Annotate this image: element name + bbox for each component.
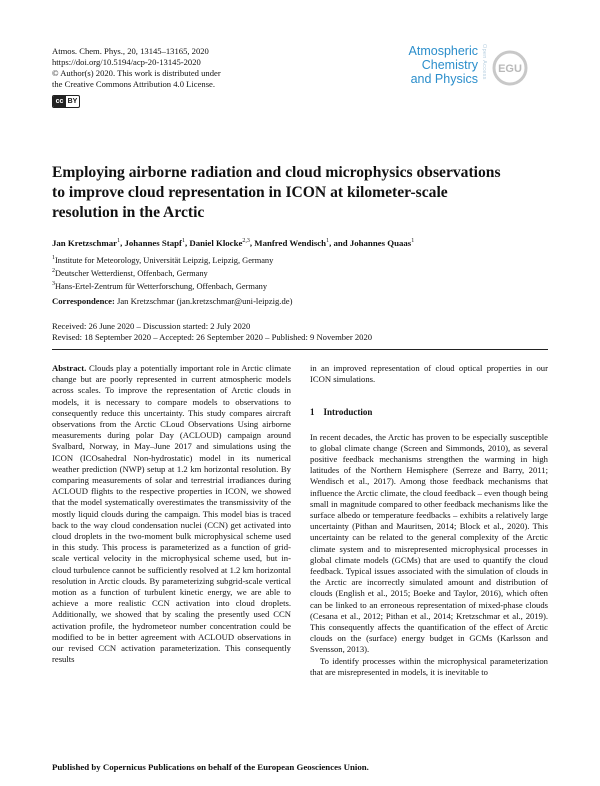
open-access-label: Open Access bbox=[481, 44, 487, 80]
author-separator: , bbox=[184, 238, 190, 248]
affiliations bbox=[52, 253, 273, 291]
right-column bbox=[310, 363, 548, 678]
author-list bbox=[52, 238, 414, 248]
author-separator: , bbox=[120, 238, 125, 248]
affiliation-text: Deutscher Wetterdienst, Offenbach, Germany bbox=[55, 268, 208, 278]
section-title: Introduction bbox=[323, 407, 373, 418]
intro-paragraph-1: In recent decades, the Arctic has proven to be especially susceptible to global climate change (Screen and Simmonds, 2010), as several positive feedback mechanisms strengthen the warming in high latitudes of the Northern Hemisphere (Serreze and Barry, 2011; Wendisch et al., 2017). Among those feedback mechanisms that influence the Arctic climate, the cloud feedback – even though being small in magnitude compared to other feedback mechanisms like the surface albedo or temperature feedbacks – exhibits a relatively large uncertainty (Pithan and Mauritsen, 2014; Block et al., 2020). This uncertainty can be related to the general complexity of the Arctic climate system and to misrepresented microphysical processes in global climate models (GCMs) that are used to quantify the cloud feedback. Typical issues associated with the simulation of clouds in the Arctic are incorrectly simulated amount and distribution of clouds (English et al., 2015; Boeke and Taylor, 2016), which often can be linked to an erroneous representation of mixed-phase clouds (Cesana et al., 2012; Pithan et al., 2014; Kretzschmar et al., 2019). This consequently affects the quantification of the effect of Arctic clouds on the (surface) energy budget in GCMs (Karlsson and Svensson, 2013). bbox=[310, 431, 548, 655]
author-name: Jan Kretzschmar bbox=[52, 238, 118, 248]
abstract bbox=[52, 363, 291, 665]
author-separator: , and bbox=[329, 238, 350, 248]
author-affiliation: 1 bbox=[411, 238, 415, 245]
author-affiliation: 2,3 bbox=[242, 238, 250, 245]
correspondence-label: Correspondence: bbox=[52, 296, 115, 306]
journal-name bbox=[394, 44, 478, 86]
citation-block bbox=[52, 46, 221, 108]
author-name: Daniel Klocke bbox=[189, 238, 243, 248]
section-number: 1 bbox=[310, 407, 315, 418]
article-title bbox=[52, 163, 552, 223]
egu-logo-text: EGU bbox=[498, 63, 522, 75]
affiliation-number: 2 bbox=[52, 267, 55, 274]
author-name: Manfred Wendisch bbox=[254, 238, 327, 248]
cc-by-badge[interactable] bbox=[52, 95, 80, 108]
affiliation-number: 1 bbox=[52, 255, 55, 261]
affiliation-item bbox=[52, 253, 273, 266]
author-affiliation: 1 bbox=[117, 238, 121, 245]
author-affiliation: 1 bbox=[326, 238, 330, 245]
author-name: Johannes Quaas bbox=[349, 238, 412, 248]
affiliation-number: 3 bbox=[52, 280, 55, 287]
affiliation-text: Institute for Meteorology, Universität Leipzig, Leipzig, Germany bbox=[55, 255, 274, 265]
license-text: the Creative Commons Attribution 4.0 License. bbox=[52, 79, 216, 89]
section-heading bbox=[310, 407, 548, 418]
affiliation-item bbox=[52, 279, 273, 292]
article-dates bbox=[52, 321, 372, 343]
dates-published: Revised: 18 September 2020 – Accepted: 26 September 2020 – Published: 9 November 2020 bbox=[52, 332, 373, 342]
doi-link[interactable]: https://doi.org/10.5194/acp-20-13145-2020 bbox=[52, 57, 201, 67]
citation: Atmos. Chem. Phys., 20, 13145–13165, 2020 bbox=[52, 46, 209, 56]
journal-line-2: Chemistry bbox=[421, 58, 478, 72]
author-name: Johannes Stapf bbox=[124, 238, 182, 248]
intro-paragraph-2: To identify processes within the microphysical parameterization that are misrepresented in models, it is inevitable to bbox=[310, 655, 548, 677]
journal-line-1: Atmospheric bbox=[408, 44, 478, 58]
title-line-1: Employing airborne radiation and cloud microphysics observations bbox=[52, 164, 501, 181]
affiliation-item bbox=[52, 266, 273, 279]
dates-received: Received: 26 June 2020 – Discussion started: 2 July 2020 bbox=[52, 321, 251, 331]
affiliation-text: Hans-Ertel-Zentrum für Wetterforschung, Offenbach, Germany bbox=[55, 281, 268, 291]
header-divider bbox=[52, 349, 548, 350]
correspondence bbox=[52, 296, 292, 306]
correspondence-email[interactable]: Jan Kretzschmar (jan.kretzschmar@uni-leipzig.de) bbox=[117, 296, 293, 306]
publisher-footer: Published by Copernicus Publications on behalf of the European Geosciences Union. bbox=[52, 762, 369, 772]
author-affiliation: 1 bbox=[181, 238, 185, 245]
abstract-text: Clouds play a potentially important role in Arctic climate change but are poorly represented in current atmospheric models across scales. To improve the representation of Arctic clouds in models, it is necessary to compare models to observations to consequently reduce this uncertainty. This study compares aircraft observations from the Arctic CLoud Observations Using airborne measurements during polar Day (ACLOUD) campaign around Svalbard, Norway, in May–June 2017 and simulations using the ICON (ICOsahedral Non-hydrostatic) model in its numerical weather prediction (NWP) setup at 1.2 km horizontal resolution. By comparing measurements of solar and terrestrial irradiances during ACLOUD flights to the respective properties in ICON, we showed that the model systematically overestimates the transmissivity of the mostly liquid clouds during the campaign. This model bias is traced back to the way cloud condensation nuclei (CCN) get activated into cloud droplets in the two-moment bulk microphysical scheme used in this study. This process is parameterized as a function of grid-scale vertical velocity in the microphysical scheme used, but in-cloud turbulence cannot be sufficiently resolved at 1.2 km horizontal resolution in Arctic clouds. By parameterizing subgrid-scale vertical motion as a function of turbulent kinetic energy, we are able to achieve a more realistic CCN activation into cloud droplets. Additionally, we showed that by scaling the presently used CCN activation profile, the hydrometeor number concentration could be modified to be in better agreement with ACLOUD observations in our revised CCN activation parameterization. This consequently results bbox=[52, 363, 291, 665]
title-line-3: resolution in the Arctic bbox=[52, 204, 205, 221]
cc-icon: cc bbox=[53, 96, 66, 107]
journal-line-3: and Physics bbox=[410, 72, 478, 86]
abstract-label: Abstract. bbox=[52, 363, 87, 373]
abstract-column bbox=[52, 363, 291, 665]
abstract-continuation: in an improved representation of cloud optical properties in our ICON simulations. bbox=[310, 363, 548, 385]
author-separator: , bbox=[249, 238, 255, 248]
title-line-2: to improve cloud representation in ICON at kilometer-scale bbox=[52, 184, 448, 201]
egu-logo bbox=[492, 50, 528, 91]
copyright: © Author(s) 2020. This work is distributed under bbox=[52, 68, 221, 78]
by-icon: BY bbox=[67, 98, 78, 105]
